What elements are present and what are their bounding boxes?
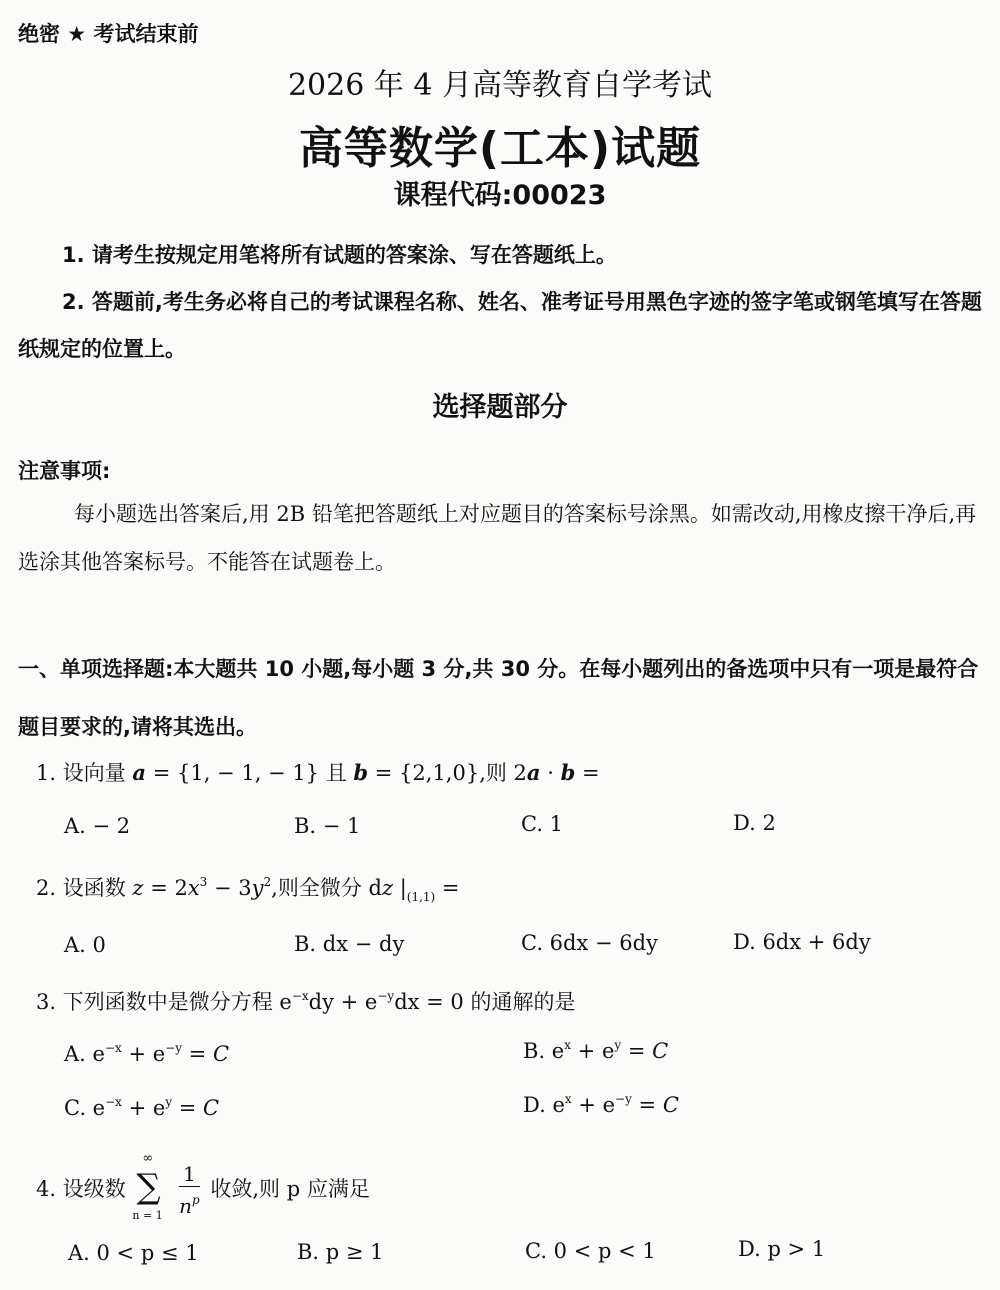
evaluation-point: (1,1)	[406, 890, 436, 904]
question-number: 1.	[36, 761, 57, 785]
var-x: x	[187, 876, 200, 900]
exponent: x	[564, 1092, 572, 1106]
question-text: 设函数	[62, 876, 126, 900]
exponent: 3	[199, 875, 208, 889]
question-4	[36, 1150, 370, 1222]
exponent: −y	[165, 1041, 182, 1055]
fraction-denominator	[179, 1187, 200, 1219]
option-c: C. 6dx − 6dy	[521, 931, 658, 955]
summation	[132, 1150, 168, 1222]
evaluation-bar: |	[393, 876, 407, 900]
question-text: = {2,1,0},则 2	[374, 761, 527, 785]
option-text: D. e	[523, 1093, 565, 1117]
question-number: 2.	[36, 876, 57, 900]
option-c: C. 1	[521, 812, 564, 836]
dot-operator: ·	[547, 761, 554, 785]
exponent: −x	[291, 989, 309, 1003]
sum-upper-limit: ∞	[142, 1150, 154, 1166]
var-z: z	[132, 876, 144, 900]
exponent: −y	[615, 1092, 632, 1106]
question-1	[36, 757, 600, 787]
option-d: D. p > 1	[738, 1237, 826, 1261]
sum-lower-limit: n = 1	[132, 1208, 163, 1222]
equals-sign: =	[581, 761, 600, 785]
fraction-numerator: 1	[179, 1162, 200, 1187]
option-text: + e	[571, 1093, 616, 1117]
option-a: A. − 2	[64, 814, 131, 838]
exam-title: 2026 年 4 月高等教育自学考试	[287, 68, 713, 103]
vector-b: b	[353, 760, 369, 785]
option-b: B. dx − dy	[294, 932, 405, 956]
option-a: A. 0 < p ≤ 1	[68, 1241, 199, 1265]
section-title: 选择题部分	[432, 392, 568, 423]
option-text: + e	[121, 1096, 166, 1120]
part-one-heading	[18, 640, 983, 756]
var-z: z	[381, 876, 394, 900]
option-d	[523, 1092, 679, 1117]
exponent: y	[614, 1038, 622, 1052]
option-text: B. e	[523, 1039, 565, 1063]
question-text: 收敛,则 p 应满足	[210, 1177, 370, 1201]
vector-a: a	[132, 760, 147, 785]
math-text: − 3	[207, 876, 252, 900]
vector-a: a	[526, 760, 541, 785]
option-b: B. p ≥ 1	[297, 1240, 384, 1264]
exponent: p	[192, 1193, 200, 1207]
var-y: y	[251, 876, 264, 900]
option-c	[64, 1095, 219, 1120]
question-text: ,则全微分 d	[271, 876, 382, 900]
instruction-2: 2. 答题前,考生务必将自己的考试课程名称、姓名、准考证号用黑色字迹的签字笔或钢笔填写在答题纸规定的位置上。	[18, 290, 982, 361]
option-d: D. 2	[733, 811, 776, 835]
option-a: A. 0	[64, 933, 106, 957]
denominator-base: n	[179, 1194, 192, 1218]
option-b	[523, 1038, 668, 1063]
option-a	[64, 1041, 229, 1066]
exponent: x	[564, 1038, 571, 1052]
part-one-heading-text: 一、单项选择题:本大题共 10 小题,每小题 3 分,共 30 分。在每小题列出的备选项中只有一项是最符合题目要求的,请将其选出。	[18, 657, 979, 739]
question-text: 设级数	[62, 1177, 126, 1201]
question-number: 3.	[36, 990, 57, 1014]
option-b: B. − 1	[294, 814, 361, 838]
math-text: = 2	[150, 876, 188, 900]
sigma-symbol: ∑	[136, 1166, 161, 1207]
question-text: 下列函数中是微分方程 e	[62, 990, 292, 1014]
exponent: y	[165, 1095, 173, 1109]
confidential-label: 绝密 ★ 考试结束前	[18, 22, 199, 46]
question-number: 4.	[36, 1177, 57, 1201]
question-text: dx = 0 的通解的是	[394, 990, 576, 1014]
question-text: = {1, − 1, − 1} 且	[152, 761, 347, 785]
option-text: + e	[121, 1042, 166, 1066]
question-2	[36, 872, 460, 904]
option-d: D. 6dx + 6dy	[733, 930, 871, 954]
notes-heading: 注意事项:	[18, 459, 111, 483]
subject-title: 高等数学(工本)试题	[298, 123, 702, 174]
exponent: −y	[377, 989, 395, 1003]
option-text: = C	[172, 1096, 220, 1120]
notes-body: 每小题选出答案后,用 2B 铅笔把答题纸上对应题目的答案标号涂黑。如需改动,用橡皮擦干净后,再选涂其他答案标号。不能答在试题卷上。	[18, 502, 977, 574]
vector-b: b	[560, 760, 576, 785]
math-text: dy + e	[308, 990, 378, 1014]
equals-sign: =	[435, 876, 460, 900]
question-text: 设向量	[62, 761, 126, 785]
option-c: C. 0 < p < 1	[525, 1239, 656, 1263]
option-text: A. e	[64, 1042, 105, 1066]
option-text: C. e	[64, 1096, 106, 1120]
option-text: = C	[621, 1039, 669, 1063]
fraction	[179, 1162, 200, 1219]
exponent: 2	[263, 875, 272, 889]
course-code: 课程代码:00023	[393, 180, 607, 211]
option-text: = C	[631, 1093, 679, 1117]
question-3	[36, 986, 575, 1016]
exponent: −x	[105, 1095, 122, 1109]
instruction-1: 1. 请考生按规定用笔将所有试题的答案涂、写在答题纸上。	[62, 243, 617, 267]
option-text: = C	[182, 1042, 230, 1066]
option-text: + e	[571, 1039, 615, 1063]
exponent: −x	[104, 1041, 122, 1055]
